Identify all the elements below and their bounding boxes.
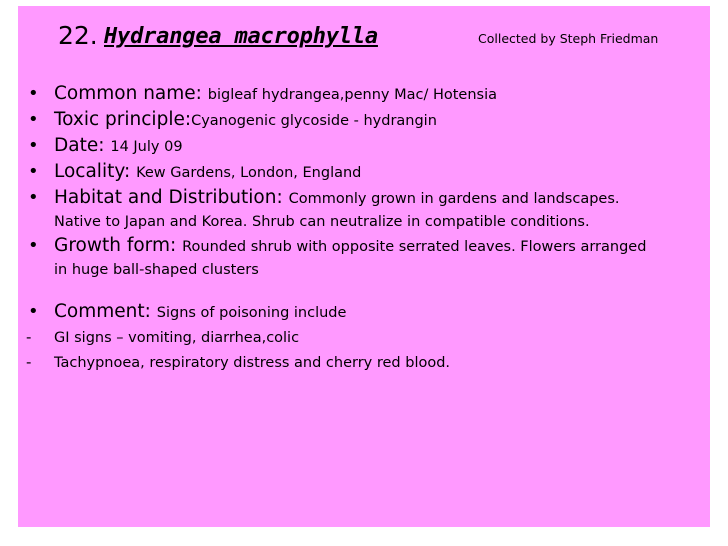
bullet-continuation: in huge ball-shaped clusters: [54, 262, 259, 278]
bullet-marker: •: [28, 235, 39, 256]
collector-credit: Collected by Steph Friedman: [478, 31, 659, 46]
bullet-item-date: [24, 134, 714, 159]
dash-marker: -: [26, 353, 32, 371]
bullet-value: Rounded shrub with opposite serrated leaves. Flowers arranged: [182, 239, 647, 255]
bullet-item-habitat: [24, 186, 714, 233]
slide-title: [58, 20, 708, 56]
comment-subitem-text: Tachypnoea, respiratory distress and cherry red blood.: [54, 355, 451, 371]
bullet-marker: •: [28, 135, 39, 156]
bullet-marker: •: [28, 83, 39, 104]
title-number: 22.: [58, 21, 98, 50]
bullet-marker: •: [28, 301, 39, 322]
comment-subitem: [24, 326, 714, 350]
comment-subitem-text: GI signs – vomiting, diarrhea,colic: [54, 330, 300, 346]
bullet-item-locality: [24, 160, 714, 185]
bullet-label: Comment:: [54, 301, 157, 322]
dash-marker: -: [26, 328, 32, 346]
bullet-marker: •: [28, 109, 39, 130]
title-species-name: Hydrangea macrophylla: [104, 24, 378, 49]
bullet-label: Locality:: [54, 161, 137, 182]
bullet-label: Habitat and Distribution:: [54, 187, 289, 208]
bullet-item-growth-form: [24, 234, 714, 281]
bullet-marker: •: [28, 161, 39, 182]
bullet-label: Date:: [54, 135, 111, 156]
bullet-value: Signs of poisoning include: [156, 305, 347, 321]
bullet-value: Commonly grown in gardens and landscapes.: [288, 191, 620, 207]
bullet-label: Toxic principle:: [54, 109, 192, 130]
bullet-value: Cyanogenic glycoside - hydrangin: [191, 113, 437, 129]
bullet-value: 14 July 09: [110, 139, 183, 155]
spacer: [24, 282, 714, 300]
bullet-value: bigleaf hydrangea,penny Mac/ Hotensia: [207, 87, 497, 103]
bullet-label: Common name:: [54, 83, 208, 104]
comment-subitem: [24, 351, 714, 375]
bullet-marker: •: [28, 187, 39, 208]
bullet-list: [24, 82, 714, 376]
bullet-item-toxic-principle: [24, 108, 714, 133]
bullet-item-common-name: [24, 82, 714, 107]
bullet-continuation: Native to Japan and Korea. Shrub can neutralize in compatible conditions.: [54, 214, 590, 230]
bullet-item-comment: [24, 300, 714, 325]
bullet-value: Kew Gardens, London, England: [136, 165, 362, 181]
bullet-label: Growth form:: [54, 235, 183, 256]
